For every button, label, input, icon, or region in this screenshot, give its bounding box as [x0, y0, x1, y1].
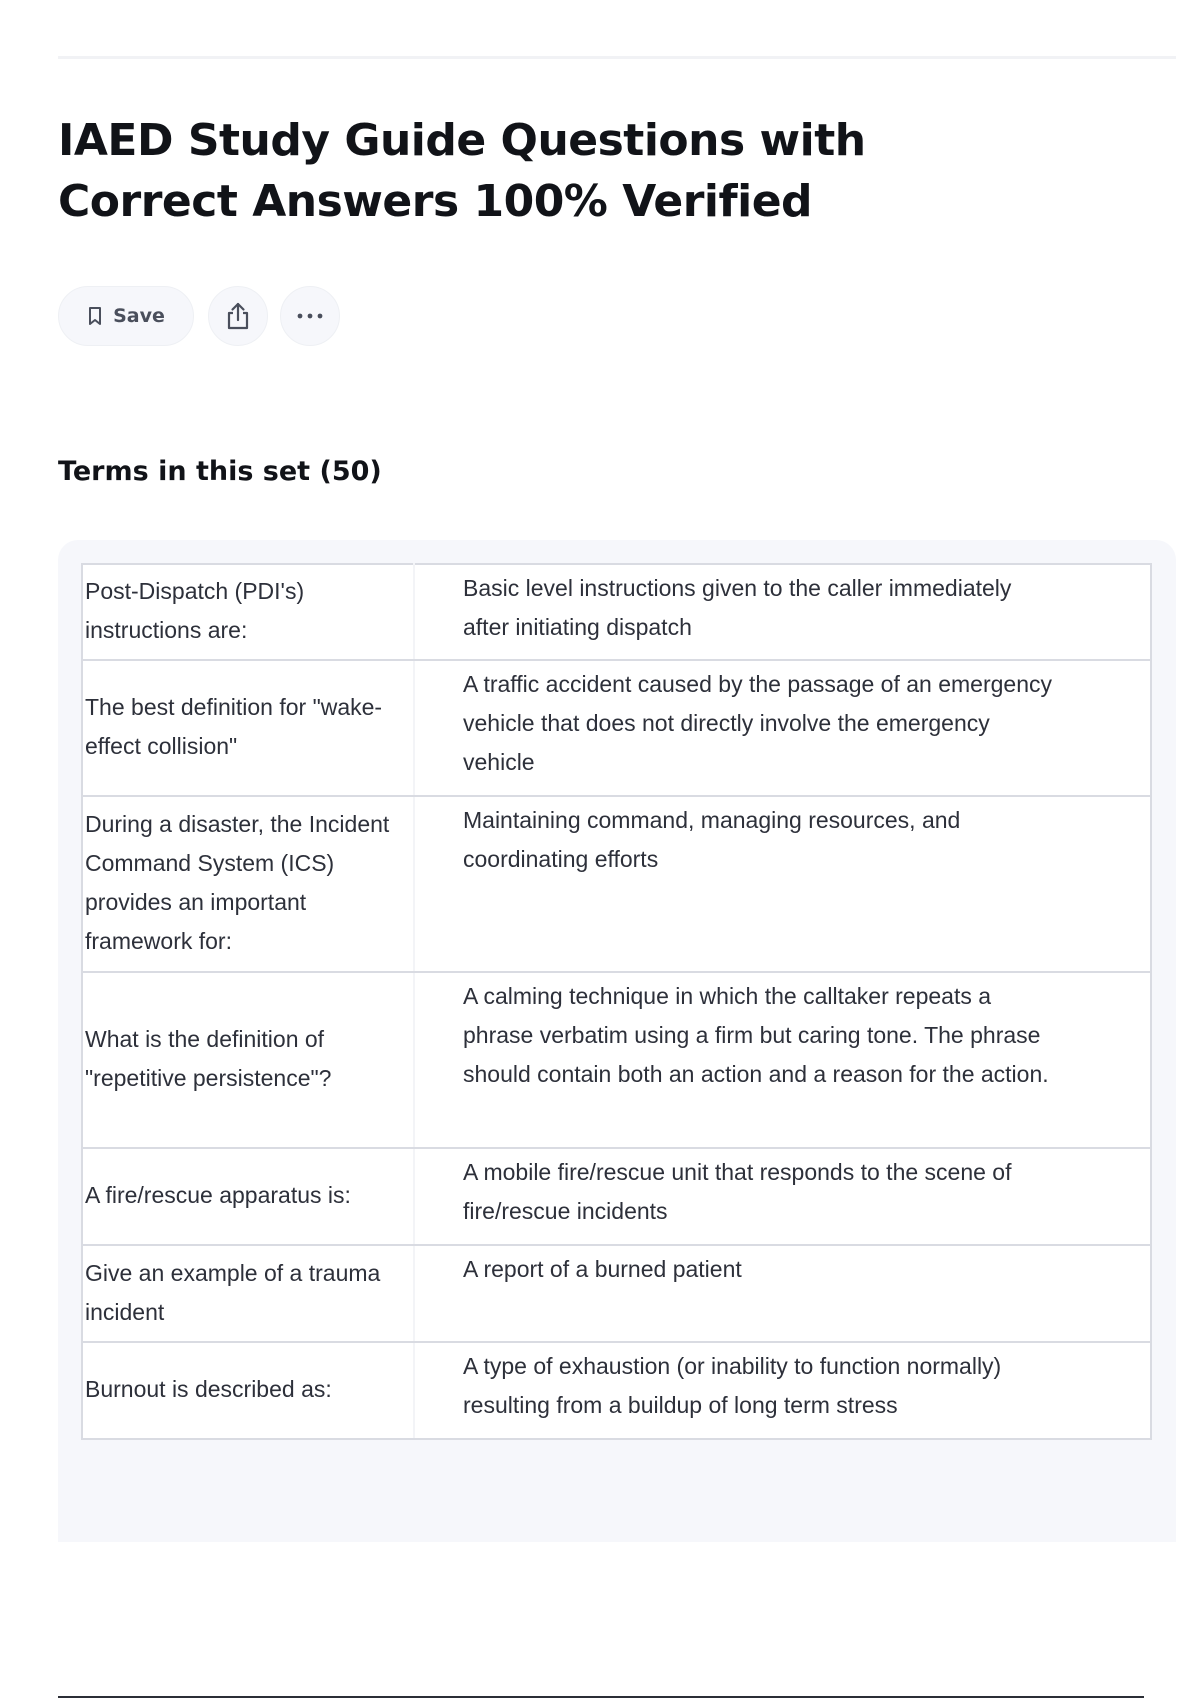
- table-row: [82, 972, 1151, 1148]
- definition-cell: A report of a burned patient: [414, 1245, 1151, 1342]
- terms-table: [81, 563, 1152, 1440]
- more-icon: [295, 312, 325, 320]
- table-row: [82, 1148, 1151, 1245]
- share-icon: [224, 301, 252, 331]
- bookmark-icon: [87, 306, 103, 326]
- table-row: [82, 796, 1151, 972]
- term-cell: The best definition for "wake-effect collision": [82, 660, 414, 796]
- definition-cell: A type of exhaustion (or inability to function normally) resulting from a buildup of long term stress: [414, 1342, 1151, 1439]
- definition-cell: A traffic accident caused by the passage of an emergency vehicle that does not directly involve the emergency vehicle: [414, 660, 1151, 796]
- table-row: [82, 1342, 1151, 1439]
- term-cell: Burnout is described as:: [82, 1342, 414, 1439]
- action-bar: [58, 286, 340, 346]
- share-button[interactable]: [208, 286, 268, 346]
- definition-cell: A calming technique in which the calltaker repeats a phrase verbatim using a firm but caring tone. The phrase should contain both an action and a reason for the action.: [414, 972, 1151, 1148]
- term-cell: Post-Dispatch (PDI's) instructions are:: [82, 564, 414, 660]
- term-cell: A fire/rescue apparatus is:: [82, 1148, 414, 1245]
- save-button-label: Save: [113, 305, 165, 327]
- table-row: [82, 1245, 1151, 1342]
- page-title: IAED Study Guide Questions with Correct Answers 100% Verified: [58, 115, 866, 227]
- definition-cell: A mobile fire/rescue unit that responds to the scene of fire/rescue incidents: [414, 1148, 1151, 1245]
- definition-cell: Maintaining command, managing resources, and coordinating efforts: [414, 796, 1151, 972]
- top-divider: [58, 56, 1176, 59]
- term-cell: What is the definition of "repetitive persistence"?: [82, 972, 414, 1148]
- definition-cell: Basic level instructions given to the caller immediately after initiating dispatch: [414, 564, 1151, 660]
- table-row: [82, 564, 1151, 660]
- table-row: [82, 660, 1151, 796]
- term-cell: Give an example of a trauma incident: [82, 1245, 414, 1342]
- bottom-divider: [58, 1696, 1144, 1698]
- more-button[interactable]: [280, 286, 340, 346]
- term-cell: During a disaster, the Incident Command System (ICS) provides an important framework for:: [82, 796, 414, 972]
- save-button[interactable]: [58, 286, 194, 346]
- terms-heading: Terms in this set (50): [58, 456, 382, 487]
